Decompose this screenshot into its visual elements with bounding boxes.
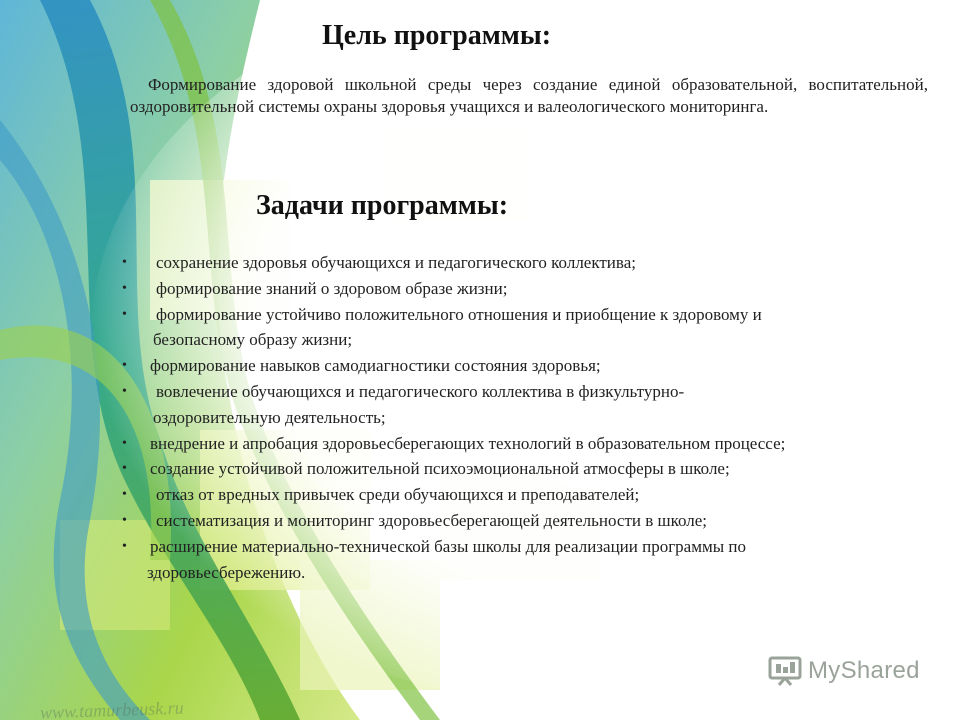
task-text: расширение материально-технической базы школы для реализации программы по	[150, 536, 747, 556]
task-item	[116, 302, 956, 354]
presentation-icon	[768, 656, 802, 686]
watermark	[768, 656, 920, 686]
task-item	[116, 534, 956, 586]
task-item	[116, 482, 956, 508]
task-text: систематизация и мониторинг здоровьесберегающей деятельности в школе;	[156, 510, 708, 530]
task-text: вовлечение обучающихся и педагогического коллектива в физкультурно-	[156, 381, 685, 401]
task-text: формирование знаний о здоровом образе жизни;	[156, 278, 508, 298]
goal-text	[130, 74, 928, 118]
task-item	[116, 276, 956, 302]
task-text: внедрение и апробация здоровьесберегающих технологий в образовательном процессе;	[150, 433, 786, 453]
goal-title: Цель программы:	[322, 20, 552, 51]
task-item	[116, 379, 956, 431]
goal-paragraph: Формирование здоровой школьной среды через создание единой образовательной, воспитательной, оздоровительной системы охраны здоровья учащихся и валеологического мониторинга.	[130, 75, 928, 116]
task-item	[116, 353, 956, 379]
task-text-continuation: безопасному образу жизни;	[153, 330, 353, 350]
watermark-text: MyShared	[808, 657, 920, 684]
task-text-continuation: оздоровительную деятельность;	[153, 407, 386, 427]
task-text: создание устойчивой положительной психоэмоциональной атмосферы в школе;	[150, 459, 730, 479]
task-text: сохранение здоровья обучающихся и педагогического коллектива;	[156, 253, 636, 272]
task-item	[116, 431, 956, 457]
task-item	[116, 250, 956, 276]
footer-url: www.tamurbeusk.ru	[39, 697, 184, 723]
task-text: отказ от вредных привычек среди обучающихся и преподавателей;	[156, 485, 640, 505]
task-text-continuation: здоровьесбережению.	[147, 562, 306, 582]
task-item	[116, 508, 956, 534]
task-text: формирование устойчиво положительного отношения и приобщение к здоровому и	[156, 304, 762, 324]
tasks-title: Задачи программы:	[256, 190, 509, 221]
task-text: формирование навыков самодиагностики состояния здоровья;	[150, 356, 601, 376]
task-item	[116, 456, 956, 482]
tasks-list	[116, 250, 956, 585]
